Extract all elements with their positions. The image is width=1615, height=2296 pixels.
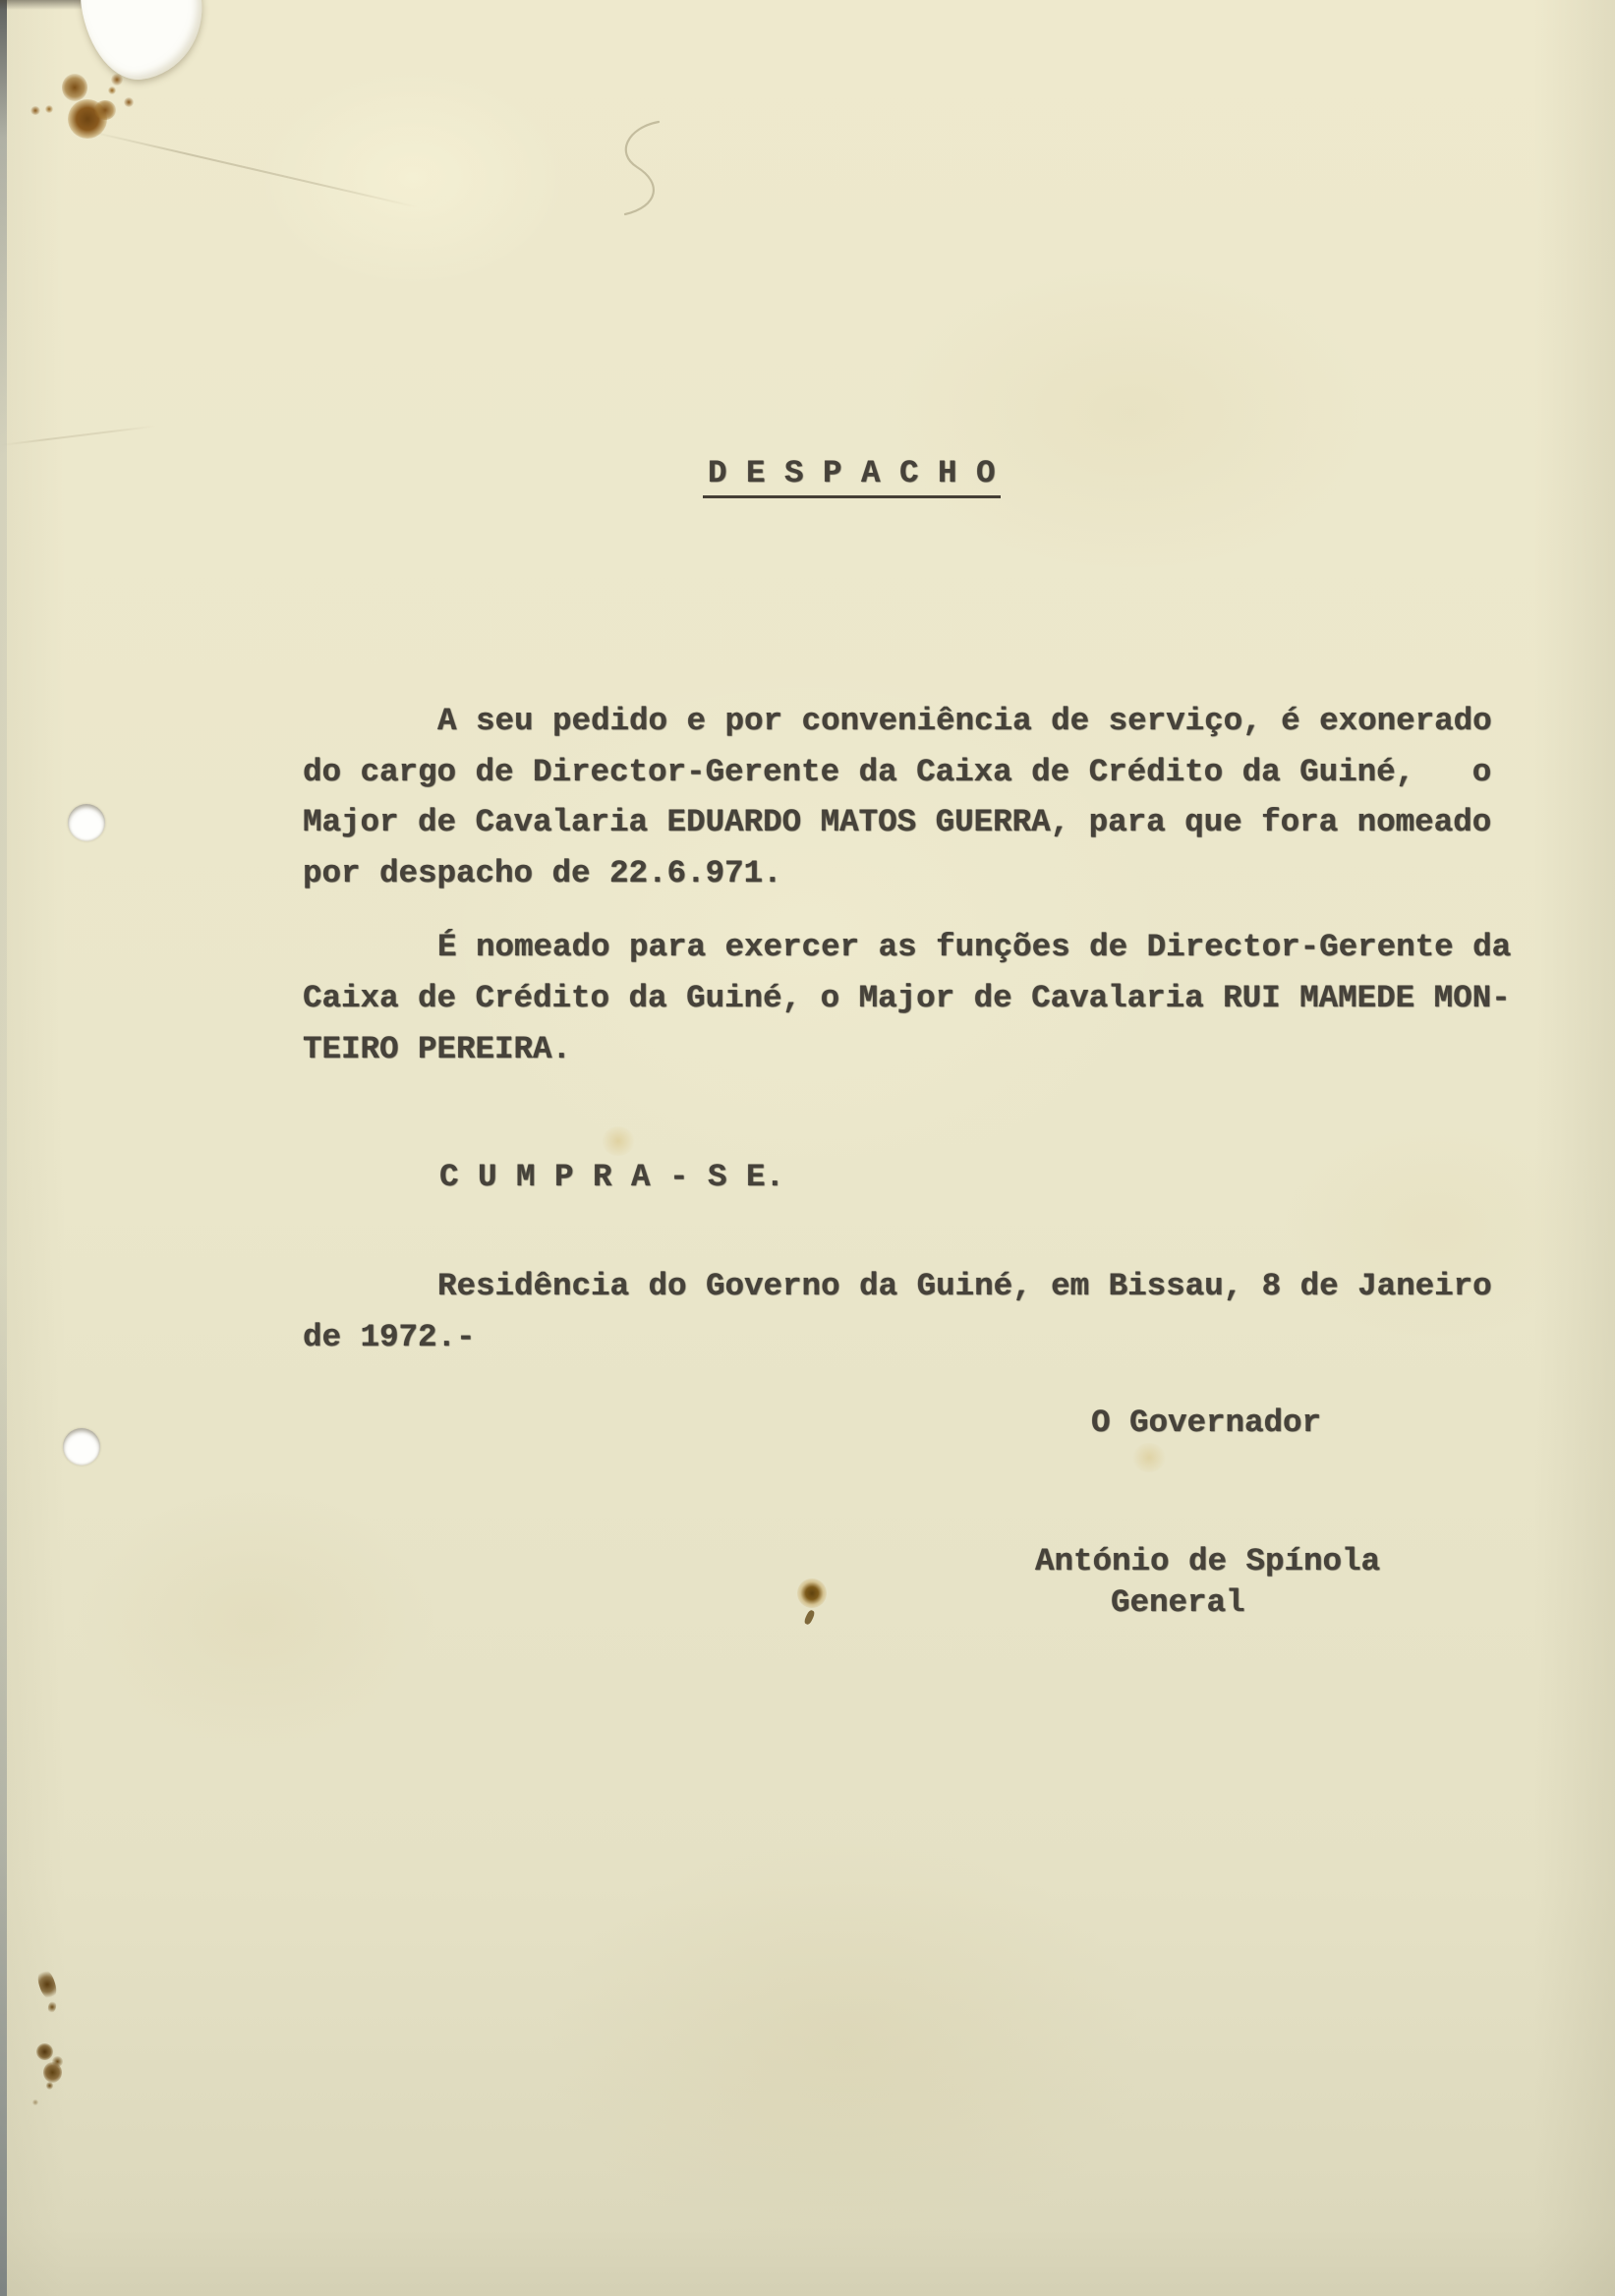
scan-top-edge-shade (0, 0, 93, 10)
paragraph2-line3: TEIRO PEREIRA. (303, 1031, 572, 1067)
paragraph1-line1: A seu pedido e por conveniência de serviço, é exonerado (437, 703, 1492, 739)
crease-line (87, 130, 418, 208)
signature-role: O Governador (1091, 1405, 1322, 1441)
bottom-mark (47, 2000, 58, 2014)
paragraph2-line2: Caixa de Crédito da Guiné, o Major de Cavalaria RUI MAMEDE MON- (303, 980, 1511, 1016)
dateline-line2: de 1972.- (303, 1319, 476, 1355)
bottom-mark (46, 2082, 53, 2090)
stain-spot (797, 1578, 827, 1608)
torn-corner (74, 0, 211, 86)
faint-stain (602, 1126, 635, 1156)
paragraph1-line4: por despacho de 22.6.971. (303, 855, 782, 891)
stain-spot (62, 74, 87, 101)
crease-line (0, 426, 156, 446)
bottom-mark (43, 2062, 62, 2083)
stain-spot (111, 74, 123, 86)
stain-spot (108, 86, 116, 94)
signature-name: António de Spínola (1035, 1543, 1381, 1579)
punch-hole-bottom (63, 1428, 100, 1465)
crease-squiggle (598, 116, 686, 224)
bottom-mark (35, 1968, 59, 2000)
order-cumpra-se: C U M P R A - S E. (439, 1159, 785, 1195)
stain-spot (45, 105, 53, 113)
paragraph1-line2: do cargo de Director-Gerente da Caixa de Crédito da Guiné, o (303, 754, 1492, 790)
document-title: D E S P A C H O (703, 455, 1001, 498)
bottom-mark (32, 2099, 38, 2105)
stain-spot (94, 100, 116, 120)
faint-stain (1132, 1443, 1166, 1472)
stain-spot (30, 106, 40, 115)
signature-rank: General (1111, 1584, 1245, 1621)
punch-hole-top (68, 804, 105, 841)
bottom-mark (36, 2043, 53, 2060)
stain-spot (124, 97, 134, 107)
paragraph1-line3: Major de Cavalaria EDUARDO MATOS GUERRA, para que fora nomeado (303, 804, 1492, 840)
dateline-line1: Residência do Governo da Guiné, em Bissau, 8 de Janeiro (437, 1268, 1492, 1304)
stain-spot (803, 1609, 816, 1626)
paragraph2-line1: É nomeado para exercer as funções de Director-Gerente da (437, 929, 1512, 965)
scan-left-edge (0, 0, 7, 2296)
